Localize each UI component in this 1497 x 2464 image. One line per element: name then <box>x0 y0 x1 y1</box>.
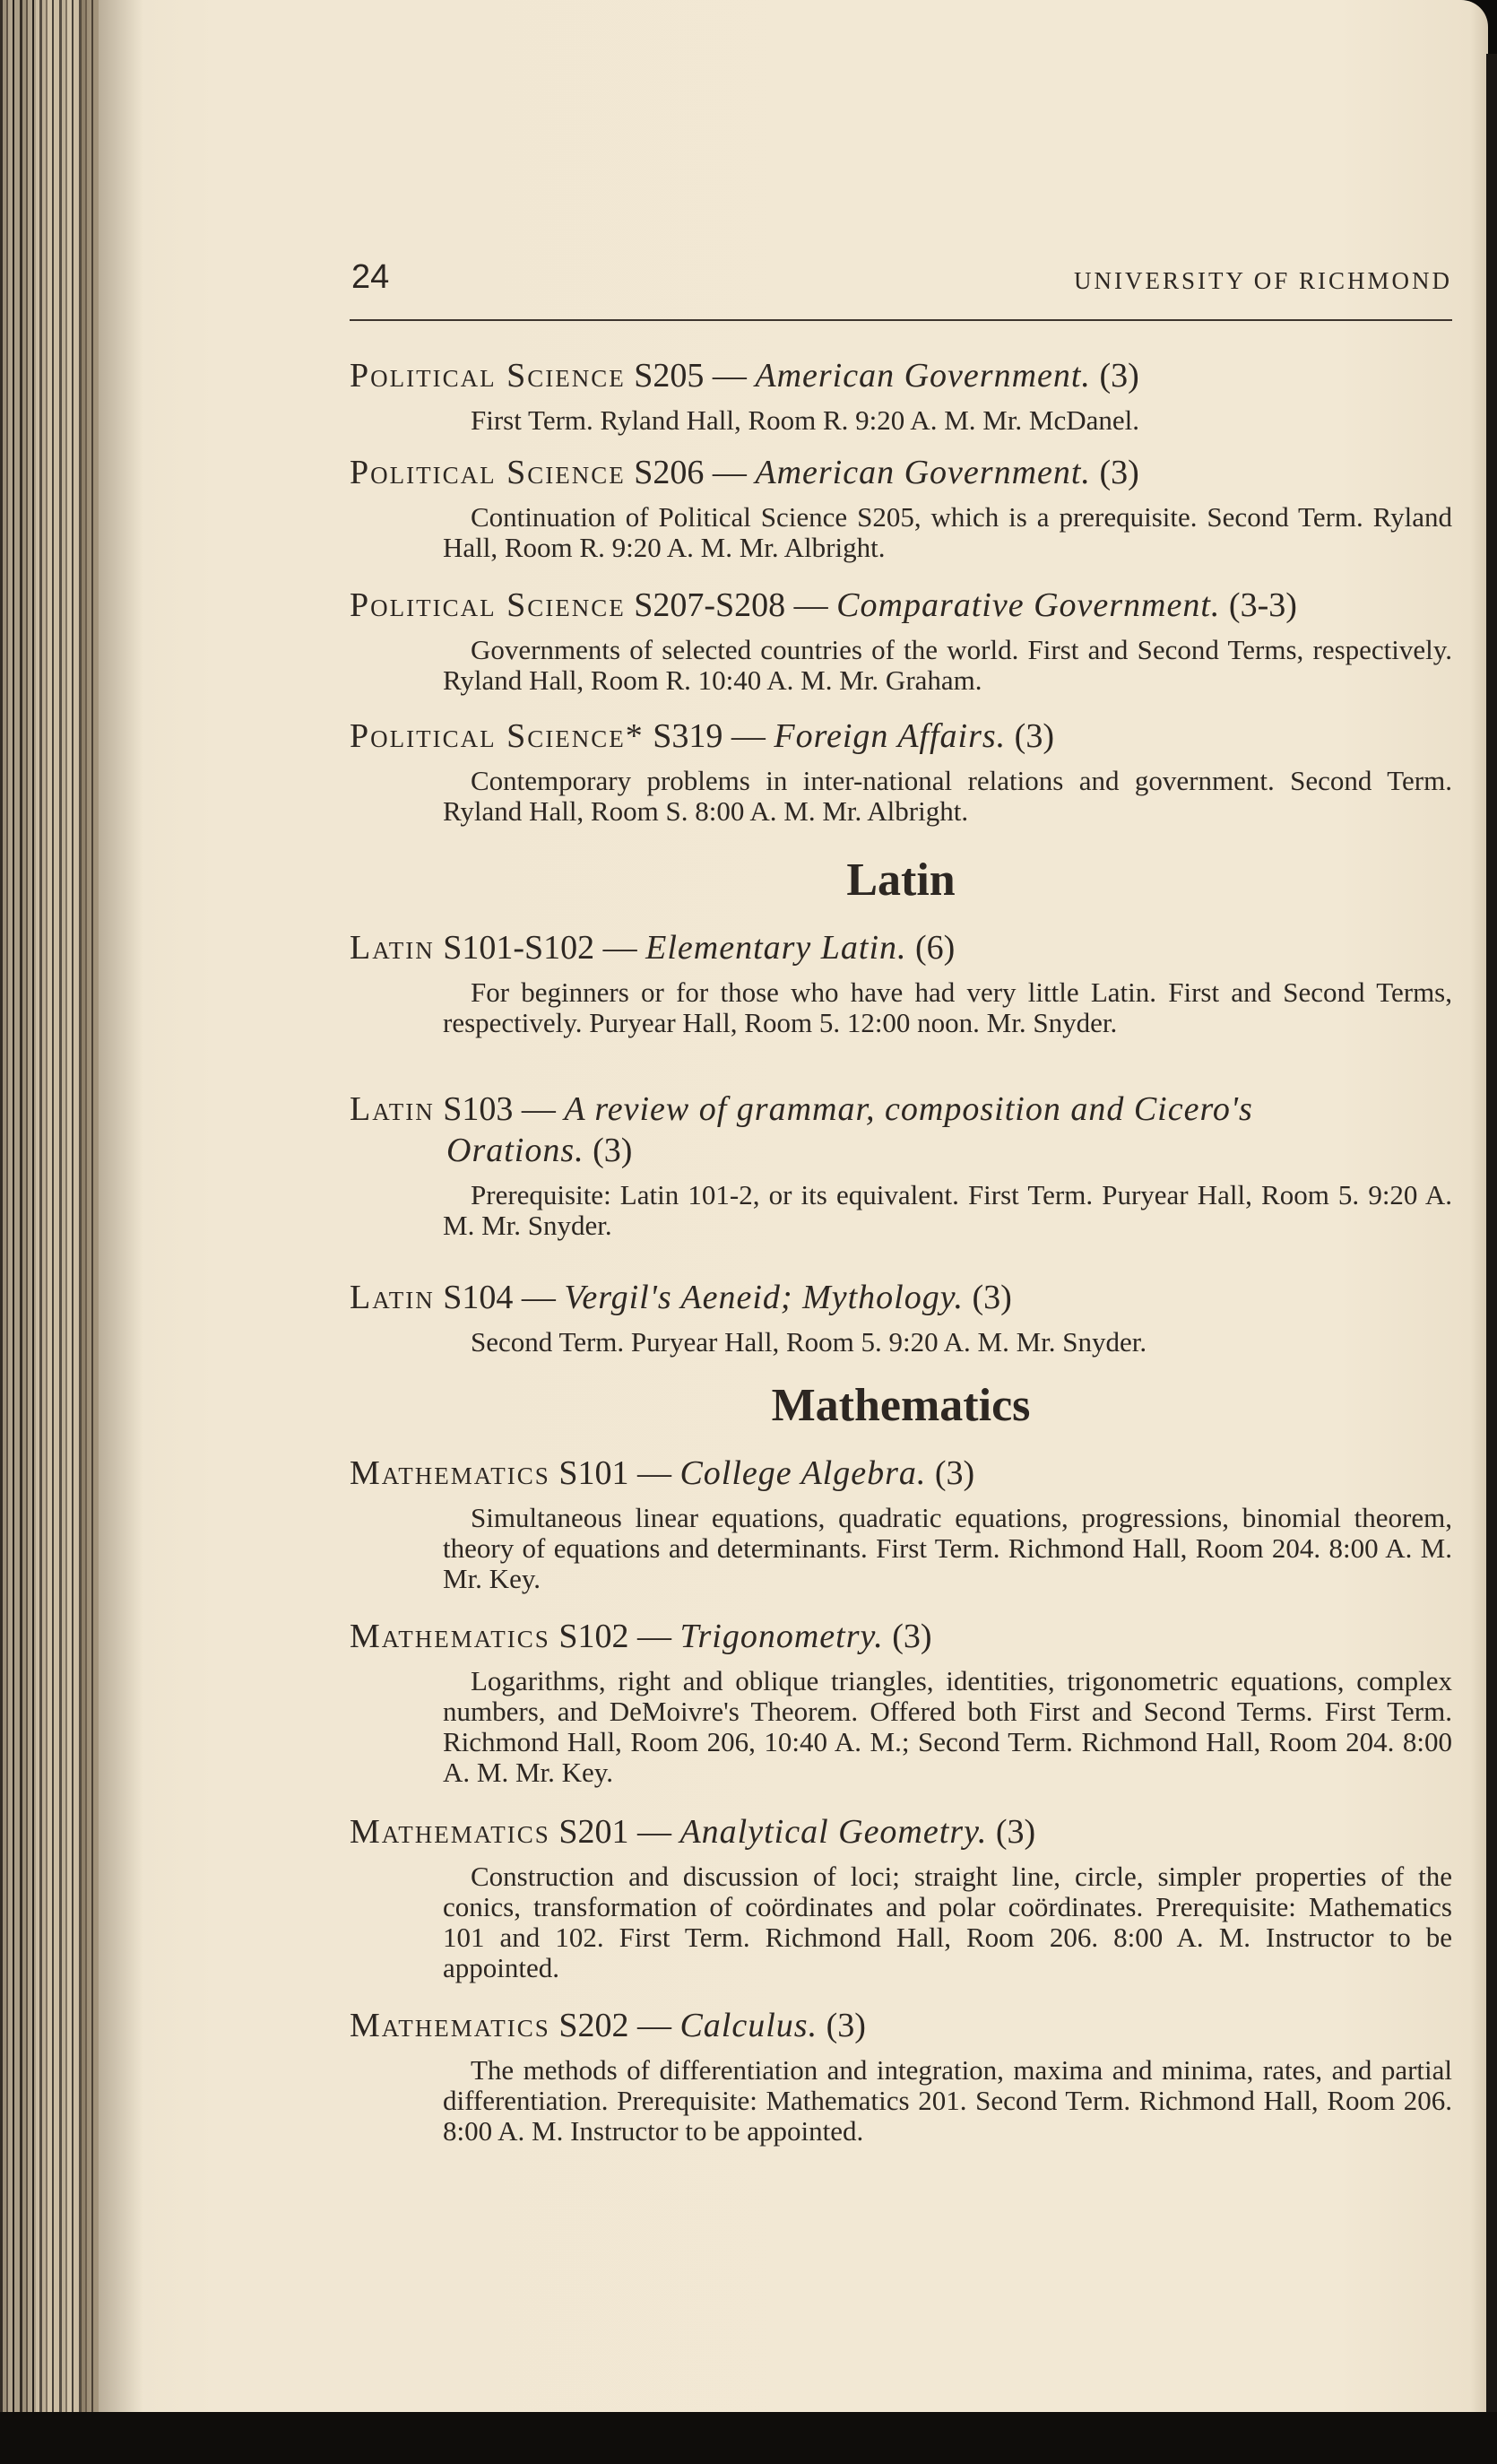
course-description: The methods of differentiation and integration, maxima and minima, rates, and partial differentiation. Prerequisite: Mathematics 201. Second Term. Richmond Hall, Room 206. 8:00 A. M. Instructor to be appointed. <box>443 2054 1452 2147</box>
course-dept: Mathematics <box>350 1813 550 1851</box>
gutter-shadow <box>81 0 143 2464</box>
course-credits: (3) <box>1099 357 1139 395</box>
course-credits: (3) <box>995 1813 1036 1851</box>
course-title-line <box>350 2005 1452 2046</box>
course-credits: (3) <box>593 1132 633 1169</box>
course-entry <box>350 716 1452 827</box>
course-description: For beginners or for those who have had very little Latin. First and Second Terms, respectively. Puryear Hall, Room 5. 12:00 noon. Mr. Snyder. <box>443 976 1452 1038</box>
course-code: S319 <box>653 717 723 755</box>
course-code: S206 <box>634 454 705 491</box>
course-credits: (3) <box>1014 717 1054 755</box>
course-code: S202 <box>558 2007 629 2044</box>
course-code: S101-S102 <box>443 929 595 967</box>
course-title-line <box>350 452 1452 493</box>
course-title-line <box>350 1616 1452 1657</box>
course-name: Calculus. <box>679 2007 818 2044</box>
course-separator: — <box>704 454 756 491</box>
section-heading-latin: Latin <box>846 855 956 906</box>
header-rule <box>350 319 1452 321</box>
course-title-line <box>350 355 1452 396</box>
bottom-margin <box>0 2412 1497 2464</box>
course-name: Vergil's Aeneid; Mythology. <box>564 1279 964 1316</box>
course-separator: — <box>513 1279 565 1316</box>
course-separator: — <box>628 2007 680 2044</box>
course-name: Elementary Latin. <box>645 929 907 967</box>
course-separator: — <box>594 929 646 967</box>
course-code: S207-S208 <box>634 586 786 624</box>
course-dept: Latin <box>350 1279 435 1316</box>
course-name: College Algebra. <box>679 1454 927 1492</box>
course-credits: (3) <box>892 1618 932 1655</box>
course-entry <box>350 2005 1452 2147</box>
course-separator: — <box>785 586 837 624</box>
course-entry <box>350 1616 1452 1788</box>
page-header <box>350 258 1452 294</box>
course-entry <box>350 1089 1452 1241</box>
course-separator: — <box>628 1454 680 1492</box>
course-code: S103 <box>443 1090 514 1128</box>
course-credits: (3) <box>934 1454 975 1492</box>
course-dept: Political Science <box>350 357 626 395</box>
course-name-cont: Orations. <box>446 1132 584 1169</box>
course-title-line <box>350 927 1452 968</box>
course-name: Analytical Geometry. <box>679 1813 988 1851</box>
course-description: Construction and discussion of loci; straight line, circle, simpler properties of the conics, transformation of coördinates and polar coördinates. Prerequisite: Mathematics 101 and 102. First Term. Richmond Hall, Room 206. 8:00 A. M. Instructor to be appointed. <box>443 1861 1452 1983</box>
course-title-line <box>350 585 1452 626</box>
course-description: Governments of selected countries of the world. First and Second Terms, respectively. Ryland Hall, Room R. 10:40 A. M. Mr. Graham. <box>443 634 1452 696</box>
course-code: S104 <box>443 1279 514 1316</box>
running-head: UNIVERSITY OF RICHMOND <box>1073 267 1452 294</box>
course-code: S102 <box>558 1618 629 1655</box>
course-separator: — <box>513 1090 565 1128</box>
course-dept: Political Science* <box>350 717 645 755</box>
course-title-line <box>350 1453 1452 1494</box>
course-credits: (3-3) <box>1228 586 1297 624</box>
course-entry <box>350 452 1452 563</box>
course-entry <box>350 1811 1452 1983</box>
course-entry <box>350 355 1452 436</box>
course-description: Logarithms, right and oblique triangles, identities, trigonometric equations, complex numbers, and DeMoivre's Theorem. Offered both First and Second Terms. First Term. Richmond Hall, Room 206, 10:40 A. M.; Second Term. Richmond Hall, Room 204. 8:00 A. M. Mr. Key. <box>443 1665 1452 1788</box>
course-title-line <box>350 1089 1452 1130</box>
course-separator: — <box>704 357 756 395</box>
course-dept: Mathematics <box>350 2007 550 2044</box>
course-description: Prerequisite: Latin 101-2, or its equivalent. First Term. Puryear Hall, Room 5. 9:20 A. M. Mr. Snyder. <box>443 1179 1452 1241</box>
course-code: S101 <box>558 1454 629 1492</box>
course-name: A review of grammar, composition and Cicero's <box>564 1090 1253 1128</box>
course-entry <box>350 1453 1452 1594</box>
course-name: American Government. <box>755 357 1091 395</box>
course-dept: Political Science <box>350 586 626 624</box>
course-separator: — <box>628 1813 680 1851</box>
course-name: Comparative Government. <box>836 586 1221 624</box>
course-entry <box>350 1277 1452 1358</box>
course-title-line <box>350 1277 1452 1318</box>
course-description: Second Term. Puryear Hall, Room 5. 9:20 A. M. Mr. Snyder. <box>471 1326 1147 1358</box>
course-title-continuation <box>350 1130 1452 1171</box>
course-dept: Mathematics <box>350 1454 550 1492</box>
course-credits: (3) <box>1099 454 1139 491</box>
course-name: Trigonometry. <box>679 1618 884 1655</box>
course-entry <box>350 585 1452 696</box>
course-credits: (3) <box>826 2007 866 2044</box>
course-description: First Term. Ryland Hall, Room R. 9:20 A. M. Mr. McDanel. <box>471 404 1140 436</box>
course-description: Continuation of Political Science S205, which is a prerequisite. Second Term. Ryland Hall, Room R. 9:20 A. M. Mr. Albright. <box>443 501 1452 563</box>
section-heading-mathematics: Mathematics <box>771 1380 1031 1431</box>
course-entry <box>350 927 1452 1038</box>
course-credits: (3) <box>972 1279 1012 1316</box>
course-dept: Political Science <box>350 454 626 491</box>
course-title-line <box>350 1811 1452 1852</box>
course-separator: — <box>723 717 774 755</box>
course-code: S205 <box>634 357 705 395</box>
course-description: Contemporary problems in inter-national relations and government. Second Term. Ryland Hall, Room S. 8:00 A. M. Mr. Albright. <box>443 765 1452 827</box>
course-dept: Latin <box>350 1090 435 1128</box>
course-description: Simultaneous linear equations, quadratic equations, progressions, binomial theorem, theory of equations and determinants. First Term. Richmond Hall, Room 204. 8:00 A. M. Mr. Key. <box>443 1502 1452 1594</box>
course-separator: — <box>628 1618 680 1655</box>
page-edge <box>1486 54 1497 2421</box>
course-dept: Mathematics <box>350 1618 550 1655</box>
course-name: Foreign Affairs. <box>774 717 1007 755</box>
page-number: 24 <box>351 258 390 296</box>
course-name: American Government. <box>755 454 1091 491</box>
course-dept: Latin <box>350 929 435 967</box>
course-credits: (6) <box>915 929 956 967</box>
course-code: S201 <box>558 1813 629 1851</box>
course-title-line <box>350 716 1452 757</box>
